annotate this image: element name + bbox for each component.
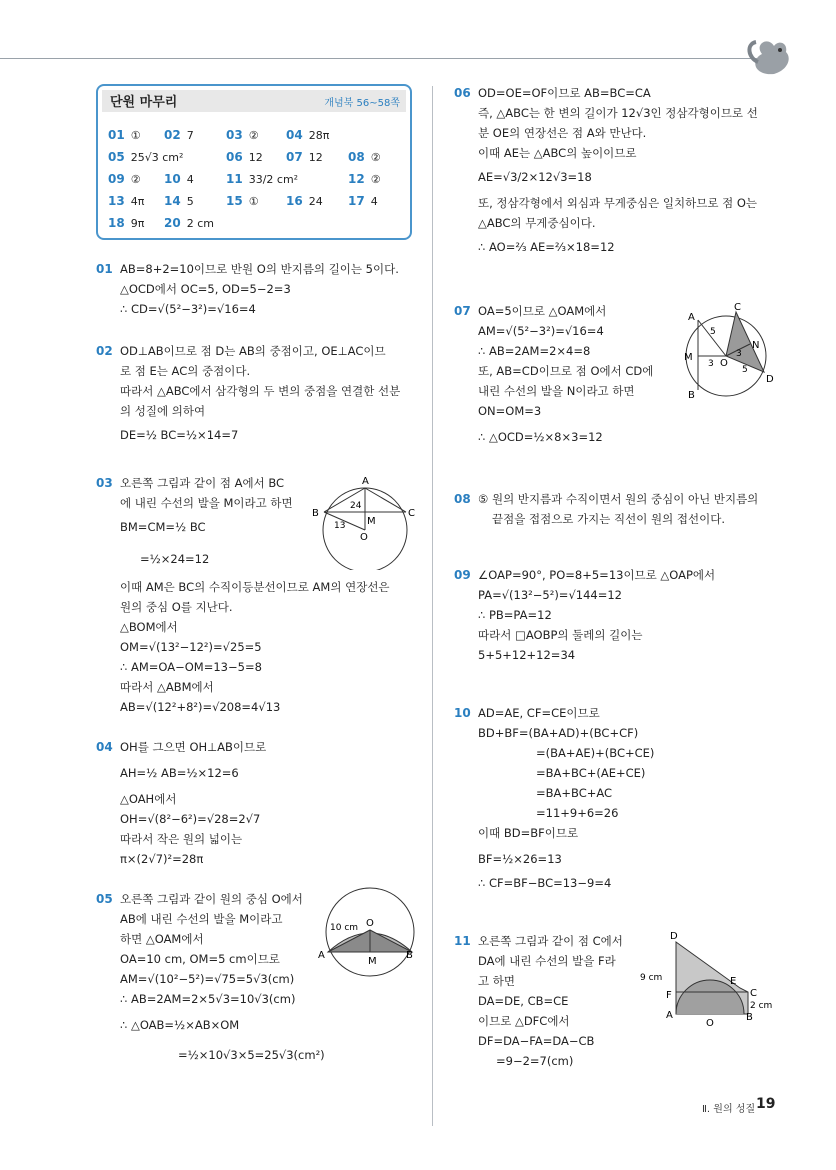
solution-line: =½×10√3×5=25√3(cm²) bbox=[178, 1048, 325, 1062]
answer-number: 10 bbox=[164, 172, 181, 186]
solution-line: AM=√(10²−5²)=√75=5√3(cm) bbox=[120, 972, 295, 986]
answer-summary-header bbox=[102, 90, 406, 112]
figure-07 bbox=[680, 300, 784, 404]
answer-item bbox=[164, 194, 194, 208]
label-A: A bbox=[318, 950, 325, 961]
solution-line: 따라서 △ABM에서 bbox=[120, 680, 214, 694]
problem-number: 07 bbox=[454, 304, 471, 318]
label-10cm: 10 cm bbox=[330, 923, 359, 933]
answer-number: 16 bbox=[286, 194, 303, 208]
label-9cm: 9 cm bbox=[640, 973, 663, 983]
solution-line: AD=AE, CF=CE이므로 bbox=[478, 706, 600, 720]
solution-line: =11+9+6=26 bbox=[536, 806, 619, 820]
solution-line: 오른쪽 그림과 같이 점 A에서 BC bbox=[120, 476, 285, 490]
solution-line: 또, AB=CD이므로 점 O에서 CD에 bbox=[478, 364, 654, 378]
label-B: B bbox=[312, 508, 319, 519]
answer-value: 24 bbox=[308, 195, 323, 208]
solution-line: =9−2=7(cm) bbox=[496, 1054, 574, 1068]
solution-line: DA에 내린 수선의 발을 F라 bbox=[478, 954, 616, 968]
problem-number: 06 bbox=[454, 86, 471, 100]
solution-line: ∴ AO=⅔ AE=⅔×18=12 bbox=[478, 240, 615, 254]
label-M: M bbox=[367, 516, 376, 527]
answer-item bbox=[286, 194, 323, 208]
answer-item bbox=[164, 128, 194, 142]
solution-line: ∴ CF=BF−BC=13−9=4 bbox=[478, 876, 612, 890]
solution-line: =BA+BC+(AE+CE) bbox=[536, 766, 646, 780]
solution-line: AB=8+2=10이므로 반원 O의 반지름의 길이는 5이다. bbox=[120, 262, 399, 276]
answer-number: 07 bbox=[286, 150, 303, 164]
chapter-label: Ⅱ. 원의 성질 bbox=[702, 1104, 756, 1115]
solution-line: 이때 BD=BF이므로 bbox=[478, 826, 579, 840]
answer-number: 12 bbox=[348, 172, 365, 186]
label-3b: 3 bbox=[736, 349, 742, 359]
solution-line: 오른쪽 그림과 같이 원의 중심 O에서 bbox=[120, 892, 303, 906]
solution-line: 원의 중심 O를 지난다. bbox=[120, 600, 233, 614]
label-O: O bbox=[706, 1018, 714, 1029]
label-2cm: 2 cm bbox=[750, 1001, 773, 1011]
solution-line: △OCD에서 OC=5, OD=5−2=3 bbox=[120, 282, 291, 296]
answer-value: 7 bbox=[186, 129, 194, 142]
answer-value: ① bbox=[130, 129, 141, 142]
answer-item bbox=[348, 194, 378, 208]
answer-number: 18 bbox=[108, 216, 125, 230]
solution-line: △ABC의 무게중심이다. bbox=[478, 216, 596, 230]
solution-line: 로 점 E는 AC의 중점이다. bbox=[120, 364, 251, 378]
label-A: A bbox=[688, 312, 695, 323]
label-N: N bbox=[752, 340, 760, 351]
label-B: B bbox=[688, 390, 695, 401]
page-number: 19 bbox=[756, 1096, 776, 1112]
answer-value: 4 bbox=[186, 173, 194, 186]
answer-item bbox=[108, 128, 141, 142]
label-D: D bbox=[670, 931, 678, 942]
answer-value: 28π bbox=[308, 129, 330, 142]
solution-line: ∴ △OCD=½×8×3=12 bbox=[478, 430, 603, 444]
solution-line: π×(2√7)²=28π bbox=[120, 852, 204, 866]
answer-number: 03 bbox=[226, 128, 243, 142]
solution-line: OM=√(13²−12²)=√25=5 bbox=[120, 640, 262, 654]
solution-line: AB=√(12²+8²)=√208=4√13 bbox=[120, 700, 281, 714]
answer-number: 17 bbox=[348, 194, 365, 208]
answer-item bbox=[286, 128, 329, 142]
answer-value: 4 bbox=[370, 195, 378, 208]
answer-value: 33/2 cm² bbox=[248, 173, 299, 186]
answer-item bbox=[226, 194, 259, 208]
answer-item bbox=[226, 172, 298, 186]
answer-value: ② bbox=[248, 129, 259, 142]
answer-value: 25√3 cm² bbox=[130, 151, 184, 164]
label-O: O bbox=[366, 918, 374, 929]
solution-line: DA=DE, CB=CE bbox=[478, 994, 569, 1008]
solution-line: DF=DA−FA=DA−CB bbox=[478, 1034, 595, 1048]
problem-number: 11 bbox=[454, 934, 471, 948]
solution-line: AB에 내린 수선의 발을 M이라고 bbox=[120, 912, 283, 926]
figure-05 bbox=[318, 884, 422, 980]
reference-pages: 개념북 56~58쪽 bbox=[324, 98, 400, 109]
answer-item bbox=[108, 216, 144, 230]
label-C: C bbox=[408, 508, 415, 519]
answer-item bbox=[226, 150, 263, 164]
label-E: E bbox=[730, 976, 737, 987]
solution-line: AM=√(5²−3²)=√16=4 bbox=[478, 324, 604, 338]
solution-line: PA=√(13²−5²)=√144=12 bbox=[478, 588, 622, 602]
label-B: B bbox=[746, 1012, 753, 1023]
solution-line: ∴ CD=√(5²−3²)=√16=4 bbox=[120, 302, 256, 316]
solution-line: AE=√3/2×12√3=18 bbox=[478, 170, 592, 184]
solution-line: 이때 AE는 △ABC의 높이이므로 bbox=[478, 146, 637, 160]
solution-line: ∴ △OAB=½×AB×OM bbox=[120, 1018, 240, 1032]
label-O: O bbox=[720, 358, 728, 369]
figure-03 bbox=[312, 470, 422, 570]
solution-line: ∠OAP=90°, PO=8+5=13이므로 △OAP에서 bbox=[478, 568, 716, 582]
label-A: A bbox=[362, 476, 369, 487]
answer-number: 14 bbox=[164, 194, 181, 208]
answer-number: 13 bbox=[108, 194, 125, 208]
answer-item bbox=[226, 128, 259, 142]
answer-number: 09 bbox=[108, 172, 125, 186]
answer-number: 08 bbox=[348, 150, 365, 164]
solution-line: △BOM에서 bbox=[120, 620, 178, 634]
solution-line: 또, 정삼각형에서 외심과 무게중심은 일치하므로 점 O는 bbox=[478, 196, 758, 210]
solution-line: 5+5+12+12=34 bbox=[478, 648, 576, 662]
solution-line: OA=10 cm, OM=5 cm이므로 bbox=[120, 952, 280, 966]
squirrel-mascot-icon bbox=[744, 34, 794, 78]
answer-number: 06 bbox=[226, 150, 243, 164]
answer-item bbox=[348, 150, 381, 164]
problem-number: 09 bbox=[454, 568, 471, 582]
solution-line: ⑤ 원의 반지름과 수직이면서 원의 중심이 아닌 반지름의 bbox=[478, 492, 759, 506]
solution-line: ∴ AB=2AM=2×5√3=10√3(cm) bbox=[120, 992, 296, 1006]
solution-line: 오른쪽 그림과 같이 점 C에서 bbox=[478, 934, 623, 948]
answer-value: 4π bbox=[130, 195, 145, 208]
solution-line: 내린 수선의 발을 N이라고 하면 bbox=[478, 384, 635, 398]
solution-line: OD⊥AB이므로 점 D는 AB의 중점이고, OE⊥AC이므 bbox=[120, 344, 386, 358]
solution-line: ON=OM=3 bbox=[478, 404, 542, 418]
problem-number: 04 bbox=[96, 740, 113, 754]
solution-line: AH=½ AB=½×12=6 bbox=[120, 766, 239, 780]
problem-number: 01 bbox=[96, 262, 113, 276]
solution-line: ∴ PB=PA=12 bbox=[478, 608, 552, 622]
label-B: B bbox=[406, 950, 413, 961]
answer-value: ② bbox=[370, 151, 381, 164]
solution-line: OH=√(8²−6²)=√28=2√7 bbox=[120, 812, 261, 826]
answer-item bbox=[108, 172, 141, 186]
solution-line: 분 OE의 연장선은 점 A와 만난다. bbox=[478, 126, 647, 140]
label-A: A bbox=[666, 1010, 673, 1021]
answer-value: ② bbox=[130, 173, 141, 186]
section-title: 단원 마무리 bbox=[110, 95, 178, 110]
solution-line: 고 하면 bbox=[478, 974, 515, 988]
solution-line: OD=OE=OF이므로 AB=BC=CA bbox=[478, 86, 651, 100]
problem-number: 08 bbox=[454, 492, 471, 506]
column-divider bbox=[432, 86, 433, 1126]
solution-line: ∴ AB=2AM=2×4=8 bbox=[478, 344, 591, 358]
solution-line: =BA+BC+AC bbox=[536, 786, 613, 800]
solution-line: ∴ AM=OA−OM=13−5=8 bbox=[120, 660, 262, 674]
solution-line: DE=½ BC=½×14=7 bbox=[120, 428, 239, 442]
answer-number: 04 bbox=[286, 128, 303, 142]
answer-item bbox=[164, 216, 214, 230]
answer-value: ② bbox=[370, 173, 381, 186]
label-5a: 5 bbox=[710, 327, 716, 337]
problem-number: 10 bbox=[454, 706, 471, 720]
solution-line: 즉, △ABC는 한 변의 길이가 12√3인 정삼각형이므로 선 bbox=[478, 106, 758, 120]
problem-number: 02 bbox=[96, 344, 113, 358]
solution-line: 끝점을 접점으로 가지는 직선이 원의 접선이다. bbox=[492, 512, 726, 526]
problem-number: 05 bbox=[96, 892, 113, 906]
solution-line: OH를 그으면 OH⊥AB이므로 bbox=[120, 740, 267, 754]
solution-line: BD+BF=(BA+AD)+(BC+CF) bbox=[478, 726, 639, 740]
answer-item bbox=[286, 150, 323, 164]
answer-value: 12 bbox=[308, 151, 323, 164]
answer-value: 12 bbox=[248, 151, 263, 164]
label-5b: 5 bbox=[742, 365, 748, 375]
solution-line: 따라서 작은 원의 넓이는 bbox=[120, 832, 243, 846]
solution-line: 에 내린 수선의 발을 M이라고 하면 bbox=[120, 496, 293, 510]
solution-line: 따라서 △ABC에서 삼각형의 두 변의 중점을 연결한 선분 bbox=[120, 384, 401, 398]
answer-item bbox=[164, 172, 194, 186]
problem-number: 03 bbox=[96, 476, 113, 490]
label-C: C bbox=[734, 302, 741, 313]
solution-line: 의 성질에 의하여 bbox=[120, 404, 206, 418]
solution-line: 하면 △OAM에서 bbox=[120, 932, 204, 946]
label-M: M bbox=[684, 352, 693, 363]
answer-value: ① bbox=[248, 195, 259, 208]
solution-line: △OAH에서 bbox=[120, 792, 177, 806]
solution-line: =½×24=12 bbox=[140, 552, 210, 566]
answer-item bbox=[108, 150, 183, 164]
solution-line: OA=5이므로 △OAM에서 bbox=[478, 304, 607, 318]
answer-value: 9π bbox=[130, 217, 145, 230]
answer-value: 2 cm bbox=[186, 217, 214, 230]
label-3a: 3 bbox=[708, 359, 714, 369]
solution-line: 이때 AM은 BC의 수직이등분선이므로 AM의 연장선은 bbox=[120, 580, 390, 594]
solution-line: =(BA+AE)+(BC+CE) bbox=[536, 746, 655, 760]
answer-number: 01 bbox=[108, 128, 125, 142]
answer-number: 05 bbox=[108, 150, 125, 164]
label-F: F bbox=[666, 990, 672, 1001]
answer-number: 15 bbox=[226, 194, 243, 208]
solution-line: 이므로 △DFC에서 bbox=[478, 1014, 570, 1028]
solution-line: BF=½×26=13 bbox=[478, 852, 562, 866]
label-M: M bbox=[368, 956, 377, 967]
top-rule bbox=[0, 58, 760, 59]
answer-number: 02 bbox=[164, 128, 181, 142]
figure-11 bbox=[640, 928, 776, 1032]
label-O: O bbox=[360, 532, 368, 543]
label-13: 13 bbox=[334, 521, 346, 531]
answer-value: 5 bbox=[186, 195, 194, 208]
answer-item bbox=[108, 194, 144, 208]
answer-number: 20 bbox=[164, 216, 181, 230]
solution-line: 따라서 □AOBP의 둘레의 길이는 bbox=[478, 628, 643, 642]
solution-line: BM=CM=½ BC bbox=[120, 520, 206, 534]
answer-number: 11 bbox=[226, 172, 243, 186]
label-C: C bbox=[750, 988, 757, 999]
answer-item bbox=[348, 172, 381, 186]
label-D: D bbox=[766, 374, 774, 385]
label-24: 24 bbox=[350, 501, 362, 511]
